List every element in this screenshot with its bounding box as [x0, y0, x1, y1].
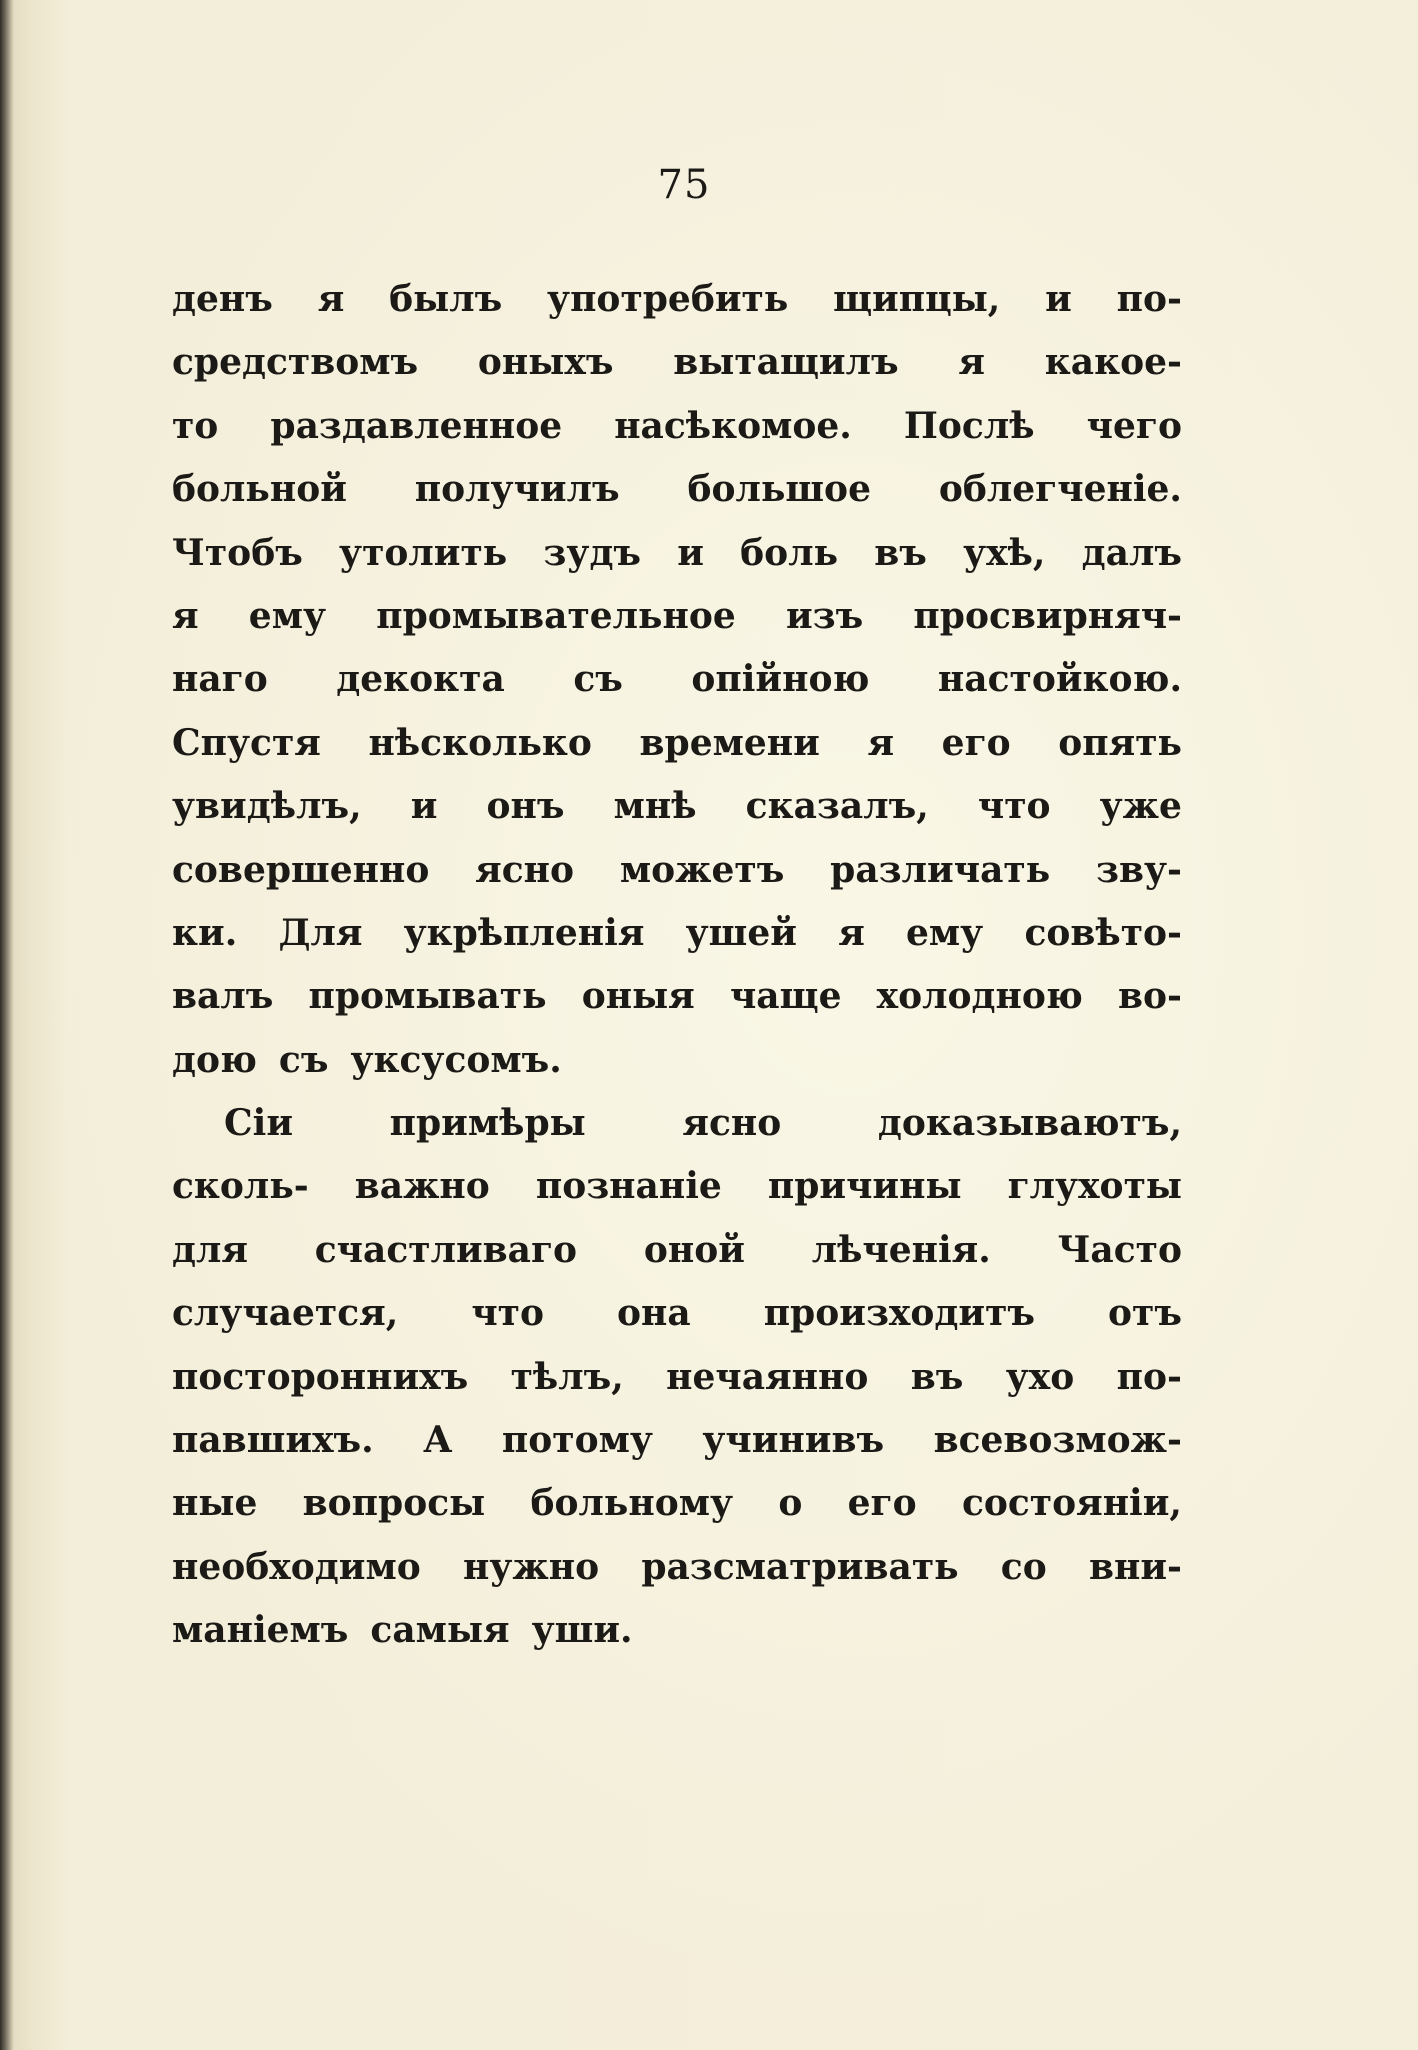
- word: Чтобъ: [172, 531, 303, 574]
- word: различать: [830, 848, 1051, 891]
- text-line: [172, 1599, 1182, 1662]
- word: чего: [1086, 404, 1182, 447]
- word: произходитъ: [763, 1292, 1036, 1335]
- word: изъ: [785, 594, 864, 637]
- word: зву-: [1095, 848, 1182, 891]
- word: увидѣлъ,: [172, 785, 362, 828]
- word: укрѣпленія: [403, 911, 645, 954]
- paragraph: [172, 1092, 1182, 1663]
- word: оныхъ: [477, 341, 614, 384]
- word: разсматривать: [641, 1545, 959, 1588]
- word: А: [423, 1419, 453, 1462]
- word: онъ: [486, 785, 565, 828]
- word: съ: [573, 658, 623, 701]
- text-line: [172, 902, 1182, 965]
- word: уксусомъ.: [350, 1038, 562, 1081]
- word: ухѣ,: [963, 531, 1046, 574]
- word: ясно: [682, 1102, 782, 1145]
- word: его: [941, 721, 1011, 764]
- word: въ: [874, 531, 927, 574]
- word: далъ: [1081, 531, 1182, 574]
- word: ушей: [685, 911, 797, 954]
- word: зудъ: [543, 531, 642, 574]
- word: тѣлъ,: [510, 1355, 624, 1398]
- word: я: [172, 594, 199, 637]
- word: она: [617, 1292, 691, 1335]
- word: какое-: [1044, 341, 1182, 384]
- word: съ: [278, 1038, 329, 1081]
- word: настойкою.: [937, 658, 1182, 701]
- word: состояніи,: [961, 1482, 1182, 1525]
- word: употребить: [547, 278, 789, 320]
- word: большое: [687, 468, 871, 511]
- word: опійною: [691, 658, 870, 701]
- word: ему: [906, 911, 984, 954]
- word: утолить: [339, 531, 508, 574]
- word: доказываютъ,: [877, 1102, 1182, 1145]
- word: опять: [1058, 721, 1182, 764]
- word: валъ: [172, 975, 274, 1018]
- word: случается,: [172, 1292, 399, 1335]
- word: въ: [910, 1355, 964, 1398]
- word: больному: [530, 1482, 734, 1525]
- word: причины: [767, 1165, 962, 1208]
- word: совѣто-: [1024, 911, 1182, 954]
- word: Часто: [1057, 1228, 1182, 1271]
- word: денъ: [172, 278, 273, 320]
- word: щипцы,: [833, 278, 1001, 320]
- word: Сіи: [224, 1102, 294, 1145]
- word: Послѣ: [903, 404, 1035, 447]
- word: средствомъ: [172, 341, 419, 384]
- text-line: [172, 1219, 1182, 1282]
- word: что: [977, 785, 1051, 828]
- word: я: [958, 341, 986, 384]
- word: облегченіе.: [938, 468, 1182, 511]
- word: уши.: [531, 1609, 633, 1652]
- text-line: [172, 1409, 1182, 1472]
- word: боль: [740, 531, 839, 574]
- word: совершенно: [172, 848, 430, 891]
- word: ные: [172, 1482, 258, 1525]
- word: и: [1045, 278, 1072, 320]
- word: дою: [172, 1038, 257, 1081]
- text-line: [172, 585, 1182, 648]
- word: важно: [354, 1165, 490, 1208]
- word: просвирняч-: [913, 594, 1182, 637]
- word: вопросы: [302, 1482, 486, 1525]
- body-text: [172, 268, 1182, 1663]
- text-line: [172, 1092, 1182, 1155]
- word: по-: [1116, 278, 1182, 320]
- word: декокта: [336, 658, 505, 701]
- text-line: [172, 1536, 1182, 1599]
- word: я: [867, 721, 895, 764]
- word: постороннихъ: [172, 1355, 469, 1398]
- word: нѣсколько: [368, 721, 592, 764]
- word: ки.: [172, 911, 238, 954]
- word: холодною: [876, 975, 1083, 1018]
- text-line: [172, 775, 1182, 838]
- word: всевозмож-: [933, 1419, 1182, 1462]
- word: былъ: [389, 278, 503, 320]
- word: лѣченія.: [811, 1228, 991, 1271]
- word: нечаянно: [666, 1355, 869, 1398]
- word: необходимо: [172, 1545, 421, 1588]
- word: павшихъ.: [172, 1419, 374, 1462]
- word: оныя: [581, 975, 695, 1018]
- word: глухоты: [1007, 1165, 1182, 1208]
- word: Спустя: [172, 721, 321, 764]
- text-line: [172, 965, 1182, 1028]
- word: вытащилъ: [673, 341, 899, 384]
- text-line: [172, 839, 1182, 902]
- text-line: [172, 458, 1182, 521]
- word: познаніе: [535, 1165, 722, 1208]
- word: насѣкомое.: [614, 404, 852, 447]
- word: сколь-: [172, 1165, 309, 1208]
- word: уже: [1099, 785, 1182, 828]
- text-line: [172, 395, 1182, 458]
- word: получилъ: [414, 468, 620, 511]
- word: раздавленное: [270, 404, 563, 447]
- word: его: [847, 1482, 917, 1525]
- text-line: [172, 1155, 1182, 1218]
- word: со: [1000, 1545, 1047, 1588]
- word: и: [410, 785, 438, 828]
- word: чаще: [729, 975, 842, 1018]
- word: учинивъ: [702, 1419, 885, 1462]
- paragraph: [172, 268, 1182, 1092]
- word: можетъ: [619, 848, 785, 891]
- text-line: [172, 1029, 1182, 1092]
- text-line: [172, 1282, 1182, 1345]
- word: мнѣ: [613, 785, 697, 828]
- word: наго: [172, 658, 268, 701]
- word: то: [172, 404, 219, 447]
- word: я: [838, 911, 865, 954]
- word: что: [471, 1292, 544, 1335]
- word: сказалъ,: [745, 785, 929, 828]
- word: я: [317, 278, 345, 320]
- text-line: [172, 268, 1182, 331]
- word: нужно: [462, 1545, 600, 1588]
- word: для: [172, 1228, 248, 1271]
- text-line: [172, 1346, 1182, 1409]
- word: ему: [248, 594, 327, 637]
- text-line: [172, 331, 1182, 394]
- word: маніемъ: [172, 1609, 349, 1652]
- word: больной: [172, 468, 347, 511]
- text-line: [172, 648, 1182, 711]
- word: самыя: [370, 1609, 510, 1652]
- word: примѣры: [389, 1102, 586, 1145]
- word: счастливаго: [314, 1228, 578, 1271]
- page-number: 75: [657, 162, 711, 208]
- text-line: [172, 712, 1182, 775]
- word: Для: [278, 911, 363, 954]
- word: промывать: [308, 975, 547, 1018]
- word: промывательное: [376, 594, 736, 637]
- word: времени: [639, 721, 820, 764]
- text-line: [172, 522, 1182, 585]
- word: потому: [501, 1419, 653, 1462]
- word: и: [677, 531, 704, 574]
- word: оной: [643, 1228, 745, 1271]
- word: во-: [1118, 975, 1182, 1018]
- word: ясно: [475, 848, 575, 891]
- word: отъ: [1108, 1292, 1182, 1335]
- word: ухо: [1005, 1355, 1075, 1398]
- word: вни-: [1088, 1545, 1182, 1588]
- word: о: [778, 1482, 803, 1525]
- page-edge: [0, 0, 14, 2050]
- word: по-: [1116, 1355, 1182, 1398]
- text-line: [172, 1472, 1182, 1535]
